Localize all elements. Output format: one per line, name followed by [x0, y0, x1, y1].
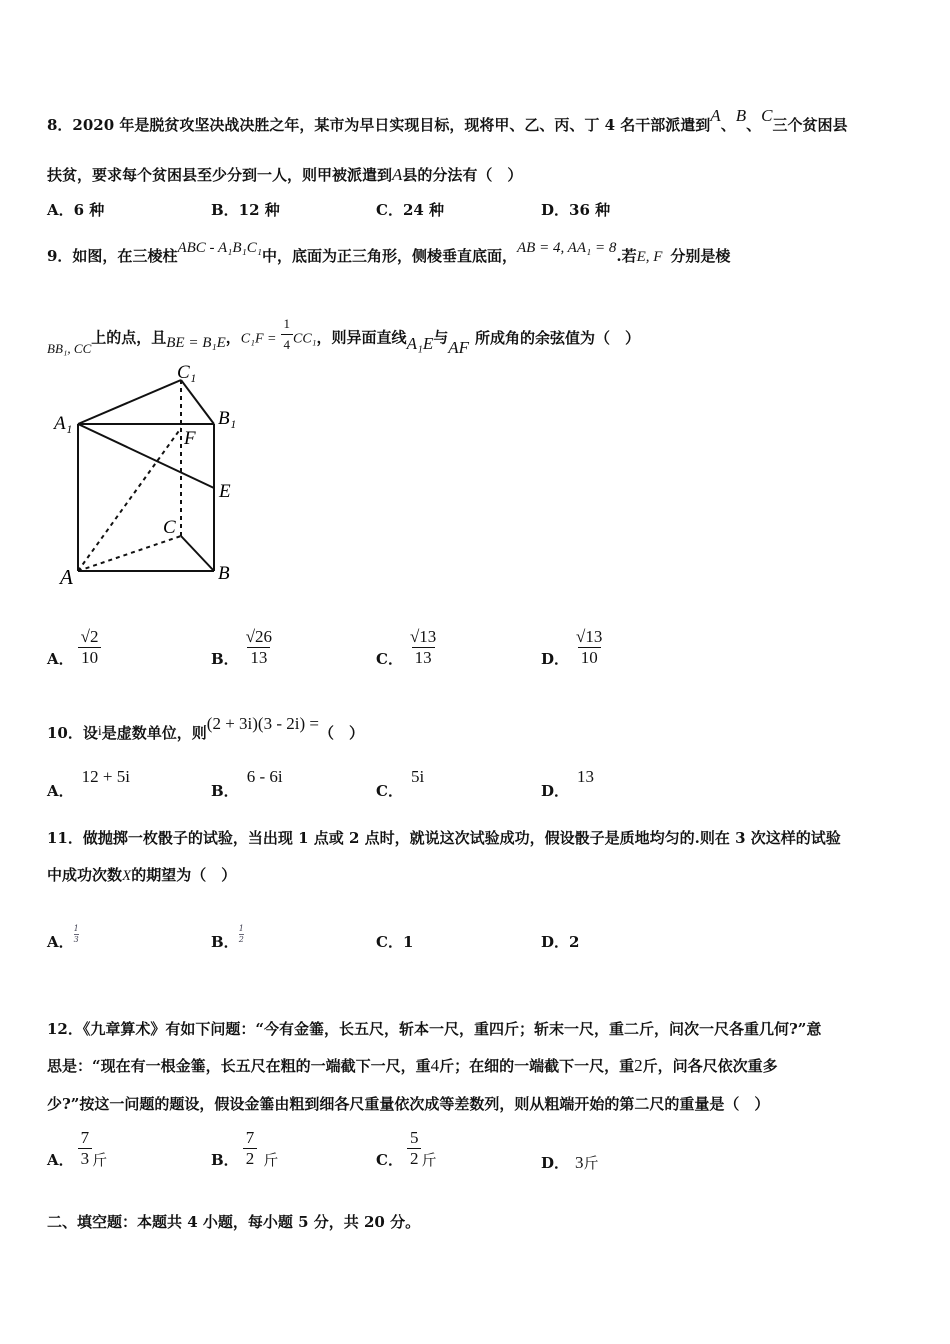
option-fraction	[407, 627, 439, 668]
option-value: 13	[577, 767, 595, 786]
option-value: 1	[402, 933, 414, 951]
var-a: A	[392, 165, 403, 184]
numerator: 1	[238, 924, 244, 933]
option-label: B．	[211, 1150, 239, 1169]
option-label: A．	[47, 782, 74, 800]
option-label: C．	[376, 649, 403, 668]
numerator: √13	[409, 627, 437, 646]
q9-line1	[47, 240, 731, 266]
option-fraction	[78, 627, 102, 668]
label-c: C	[163, 517, 176, 538]
denominator: 2	[407, 1148, 422, 1169]
q11-text: 11．做抛掷一枚骰子的试验，当出现 1 点或 2 点时，就说这次试验成功，假设骰子是质地均匀的.则在 3 次这样的试验	[47, 829, 841, 847]
label-f: F	[184, 428, 196, 449]
q12-option-d	[541, 1152, 599, 1173]
q11-line2	[47, 864, 236, 885]
q9-text: .若	[616, 247, 637, 265]
section-2-title	[47, 1211, 420, 1232]
q8-text: 扶贫，要求每个贫困县至少分到一人，则甲被派遣到	[47, 166, 393, 184]
q9-option-b	[211, 627, 275, 668]
denominator: 4	[281, 334, 294, 355]
q10-option-d	[541, 767, 595, 801]
q12-text: 思是：“现在有一根金箠，长五尺在粗的一端截下一尺，重	[47, 1057, 431, 1075]
denominator: 2	[243, 1148, 258, 1169]
q10-text: 10．设	[47, 724, 98, 742]
denominator: 13	[412, 647, 435, 668]
variable-x: X	[122, 868, 132, 884]
label-c1: C₁	[177, 362, 197, 383]
option-fraction	[573, 627, 605, 668]
q9-text: 分别是棱	[670, 247, 731, 265]
label-b1: B₁	[218, 408, 237, 429]
numerator: √13	[576, 627, 603, 646]
denominator: 13	[247, 647, 270, 668]
q9-text: ，则异面直线	[316, 328, 407, 347]
condition: AB = 4, AA₁ = 8	[517, 240, 617, 256]
edges: BB₁, CC	[47, 340, 92, 356]
option-label: D．	[541, 649, 570, 668]
line-af: AF	[448, 337, 470, 357]
q8-text: 三个贫困县	[772, 116, 848, 134]
q12-text: 斤；在细的一端截下一尺，重	[439, 1057, 635, 1075]
line-a1e: A₁E	[406, 333, 434, 353]
c1f-lhs: C₁F =	[240, 331, 277, 347]
prism-figure	[48, 358, 248, 598]
q8-option-b: B．12 种	[211, 201, 280, 219]
q8-option-d: D．36 种	[541, 201, 611, 219]
q11-option-d	[541, 931, 579, 952]
q12-text: 少?”按这一问题的题设，假设金箠由粗到细各尺重量依次成等差数列，则从粗端开始的第二尺的重量是（ ）	[47, 1095, 770, 1113]
q8-line2	[47, 164, 522, 185]
edge-ac	[78, 536, 181, 571]
q10-option-c	[376, 767, 425, 801]
segment-af	[78, 428, 181, 571]
q10-option-a	[47, 767, 130, 801]
denominator: 10	[578, 647, 601, 668]
numerator: 1	[73, 924, 79, 933]
option-fraction	[243, 627, 275, 668]
q9-option-c	[376, 627, 439, 668]
option-label: B．	[211, 782, 239, 800]
var-a: A	[710, 106, 721, 125]
q12-line3	[47, 1093, 769, 1114]
q11-option-c	[376, 931, 413, 952]
q11-option-a	[47, 924, 79, 961]
option-label: A．	[47, 1150, 74, 1169]
q10-text: 是虚数单位，则	[101, 724, 207, 742]
label-e: E	[219, 481, 231, 502]
option-label: A．	[47, 649, 74, 668]
option-unit: 斤	[263, 1150, 279, 1169]
q9-line2	[47, 318, 640, 359]
q12-option-a	[47, 1128, 107, 1169]
q11-text: 的期望为（ ）	[131, 866, 237, 884]
edge-c1b1	[181, 380, 214, 424]
var-c: C	[761, 106, 773, 125]
edge-a1c1	[78, 380, 181, 424]
var-b: B	[735, 106, 747, 125]
q12-line2	[47, 1055, 778, 1076]
q8-option-c: C．24 种	[376, 201, 445, 219]
numerator: √26	[245, 627, 273, 646]
q11-line1	[47, 827, 841, 848]
separator: 、	[720, 116, 736, 134]
option-fraction	[243, 1128, 258, 1169]
separator: 、	[746, 116, 762, 134]
q8-text: 县的分法有（ ）	[402, 166, 523, 184]
q9-option-d	[541, 627, 605, 668]
option-label: C．	[376, 1150, 403, 1169]
numerator: √2	[80, 627, 99, 646]
option-label: D．	[541, 933, 570, 951]
numerator: 5	[409, 1128, 419, 1147]
label-a1: A₁	[54, 413, 73, 434]
q9-text: 所成角的余弦值为（ ）	[475, 328, 641, 347]
q9-text: 上的点，且	[91, 328, 167, 347]
label-a: A	[60, 565, 73, 589]
q8-line1	[47, 106, 848, 135]
prism-name: ABC - A₁B₁C₁	[177, 240, 262, 256]
numerator: 7	[80, 1128, 90, 1147]
weight-4: 4	[430, 1056, 440, 1075]
q9-option-a	[47, 627, 101, 668]
q8-text: 8．2020 年是脱贫攻坚决战决胜之年，某市为早日实现目标，现将甲、乙、丙、丁 4 名干部派遣到	[47, 116, 711, 134]
option-label: C．	[376, 782, 403, 800]
option-value: 6 - 6i	[246, 767, 283, 786]
q12-option-b	[211, 1128, 278, 1169]
q11-option-b	[211, 924, 244, 961]
separator: ，	[225, 328, 241, 347]
option-unit: 斤	[92, 1150, 108, 1169]
option-label: B．	[211, 933, 239, 951]
denominator: 3	[73, 935, 79, 944]
option-value: 12 + 5i	[81, 767, 130, 786]
numerator: 1	[283, 316, 290, 331]
denominator: 3	[78, 1148, 93, 1169]
option-label: C．	[376, 933, 403, 951]
edge-bc	[181, 536, 214, 571]
option-label: D．	[541, 782, 570, 800]
option-value: 2	[569, 933, 580, 951]
complex-expression: (2 + 3i)(3 - 2i) =	[206, 714, 319, 733]
numerator: 7	[245, 1128, 255, 1147]
q11-text: 中成功次数	[47, 866, 123, 884]
section-title: 二、填空题：本题共 4 小题，每小题 5 分，共 20 分。	[47, 1213, 421, 1231]
denominator: 2	[238, 935, 244, 944]
weight-2: 2	[634, 1056, 643, 1075]
q12-text: 12．《九章算术》有如下问题：“今有金箠，长五尺，斩本一尺，重四斤；斩末一尺，重二斤，问次一尺各重几何?”意	[47, 1020, 822, 1038]
option-value: 3	[575, 1153, 584, 1172]
option-label: D．	[541, 1154, 570, 1172]
q10-line	[47, 714, 364, 743]
points-ef: E, F	[636, 249, 663, 265]
option-unit: 斤	[421, 1150, 437, 1169]
q12-text: 斤，问各尺依次重多	[642, 1057, 778, 1075]
option-fraction	[78, 1128, 93, 1169]
option-value: 5i	[410, 767, 425, 786]
denominator: 10	[78, 647, 101, 668]
imaginary-unit: i	[97, 724, 102, 739]
option-label: A．	[47, 933, 74, 951]
q9-text: 9．如图，在三棱柱	[47, 247, 178, 265]
option-unit: 斤	[583, 1154, 599, 1172]
label-b: B	[218, 563, 230, 584]
q12-line1	[47, 1018, 821, 1039]
q8-option-a: A．6 种	[47, 201, 105, 219]
q12-option-c	[376, 1128, 436, 1169]
option-fraction	[407, 1128, 422, 1169]
option-fraction	[74, 924, 79, 945]
q10-option-b	[211, 767, 283, 801]
c1f-rhs: CC₁	[293, 331, 317, 347]
q10-text: （ ）	[318, 724, 364, 742]
q9-text: 与	[433, 328, 449, 347]
be-eq: BE = B₁E	[166, 334, 226, 351]
quarter-fraction	[281, 314, 294, 355]
q9-text: 中，底面为正三角形，侧棱垂直底面，	[261, 247, 517, 265]
option-fraction	[239, 924, 244, 945]
option-label: B．	[211, 649, 239, 668]
